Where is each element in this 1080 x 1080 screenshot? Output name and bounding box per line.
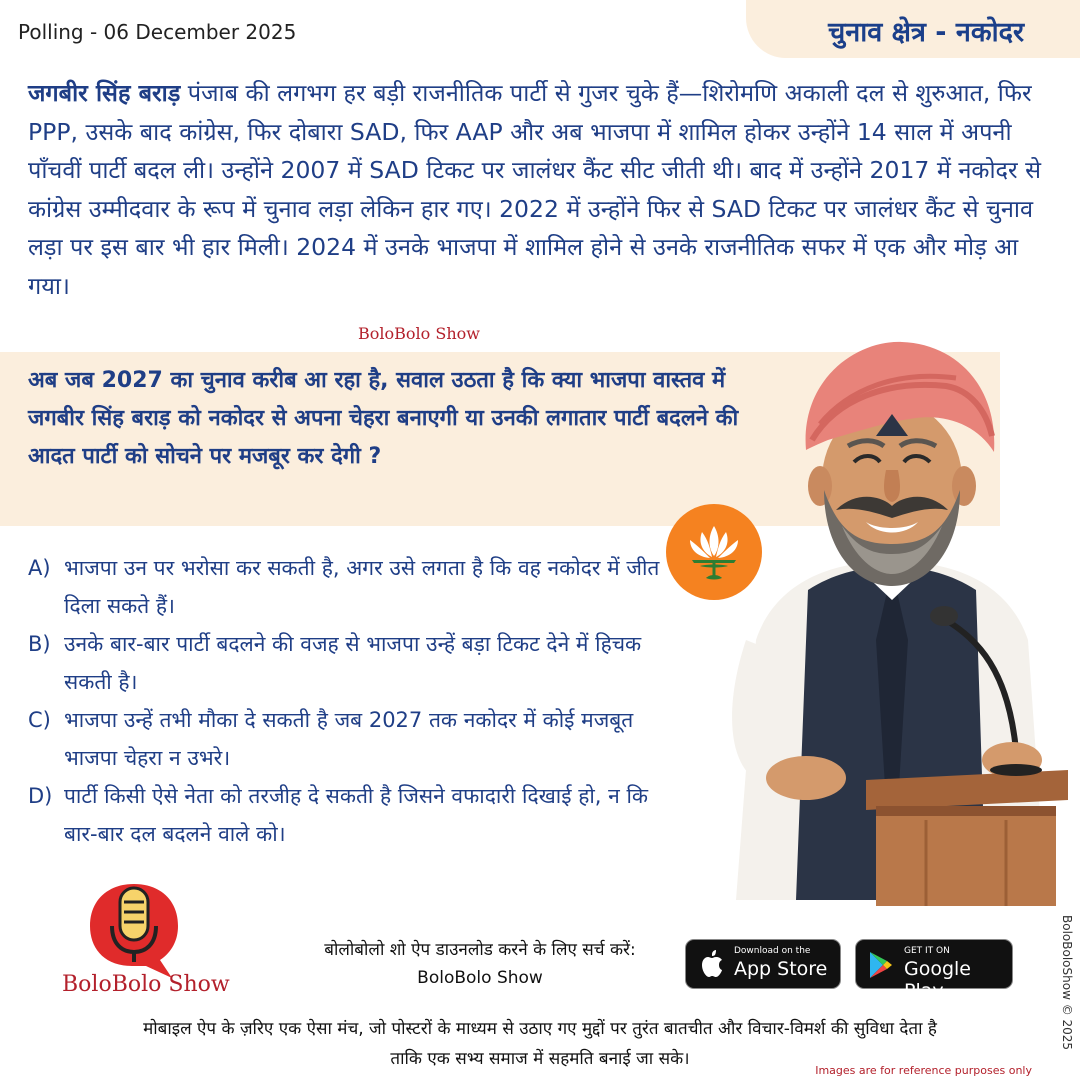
app-store-small-label: Download on the (734, 946, 811, 956)
download-prompt (288, 936, 672, 992)
copyright-text: BoloBoloShow © 2025 (1060, 915, 1074, 1051)
google-play-icon (868, 951, 894, 979)
intro-body: पंजाब की लगभग हर बड़ी राजनीतिक पार्टी से गुजर चुके हैं—शिरोमणि अकाली दल से शुरुआत, फिर PPP, उसके बाद कांग्रेस, फिर दोबारा SAD, फिर AAP और अब भाजपा में शामिल होकर उन्होंने 14 साल में अपनी पाँचवीं पार्टी बदल ली। उन्होंने 2007 में SAD टिकट पर जालंधर कैंट सीट जीती थी। बाद में उन्होंने 2017 में नकोदर से कांग्रेस उम्मीदवार के रूप में चुनाव लड़ा लेकिन हार गए। 2022 में उन्होंने फिर से SAD टिकट पर जालंधर कैंट से चुनाव लड़ा पर इस बार भी हार मिली। 2024 में उनके भाजपा में शामिल होने से उनके राजनीतिक सफर में एक और मोड़ आ गया। (28, 79, 1041, 300)
google-play-button[interactable] (855, 939, 1013, 1002)
constituency-title: चुनाव क्षेत्र - नकोदर (828, 17, 1024, 48)
app-store-button[interactable] (685, 939, 841, 989)
option-key: D) (28, 784, 53, 808)
google-play-label: Google Play (904, 958, 972, 1002)
option-key: A) (28, 556, 51, 580)
poll-options (28, 549, 668, 853)
footer-line-1: मोबाइल ऐप के ज़रिए एक ऐसा मंच, जो पोस्टरों के माध्यम से उठाए गए मुद्दों पर तुरंत बातचीत और विचार-विमर्श की सुविधा देता है (143, 1019, 937, 1039)
vertical-credit (1058, 915, 1078, 1055)
option-text: उनके बार-बार पार्टी बदलने की वजह से भाजपा उन्हें बड़ा टिकट देने में हिचक सकती है। (64, 632, 642, 694)
option-b[interactable] (28, 625, 668, 701)
app-store-label: App Store (734, 958, 828, 980)
option-text: भाजपा उन्हें तभी मौका दे सकती है जब 2027 तक नकोदर में कोई मजबूत भाजपा चेहरा न उभरे। (64, 708, 634, 770)
brand-name: BoloBolo Show (62, 972, 230, 997)
option-key: C) (28, 708, 51, 732)
poll-date: Polling - 06 December 2025 (18, 20, 297, 44)
google-play-small-label: GET IT ON (904, 946, 950, 956)
politician-name: जगबीर सिंह बराड़ (28, 79, 181, 107)
option-text: पार्टी किसी ऐसे नेता को तरजीह दे सकती है जिसने वफादारी दिखाई हो, न कि बार-बार दल बदलने वाले को। (64, 784, 649, 846)
download-instruction: बोलोबोलो शो ऐप डाउनलोड करने के लिए सर्च करें: (324, 940, 636, 960)
apple-icon (700, 950, 724, 978)
option-text: भाजपा उन पर भरोसा कर सकती है, अगर उसे लगता है कि वह नकोदर में जीत दिला सकते हैं। (64, 556, 660, 618)
option-c[interactable] (28, 701, 668, 777)
image-disclaimer: Images are for reference purposes only (815, 1064, 1032, 1077)
option-a[interactable] (28, 549, 668, 625)
watermark: BoloBolo Show (358, 324, 480, 343)
poll-question: अब जब 2027 का चुनाव करीब आ रहा है, सवाल उठता है कि क्या भाजपा वास्तव में जगबीर सिंह बराड़ को नकोदर से अपना चेहरा बनाएगी या उनकी लगातार पार्टी बदलने की आदत पार्टी को सोचने पर मजबूर कर देगी ? (28, 368, 739, 469)
politician-illustration (716, 340, 1068, 906)
footer-line-2: ताकि एक सभ्य समाज में सहमति बनाई जा सके। (390, 1049, 690, 1069)
option-key: B) (28, 632, 51, 656)
search-term: BoloBolo Show (417, 968, 543, 988)
option-d[interactable] (28, 777, 668, 853)
intro-paragraph (28, 74, 1060, 305)
